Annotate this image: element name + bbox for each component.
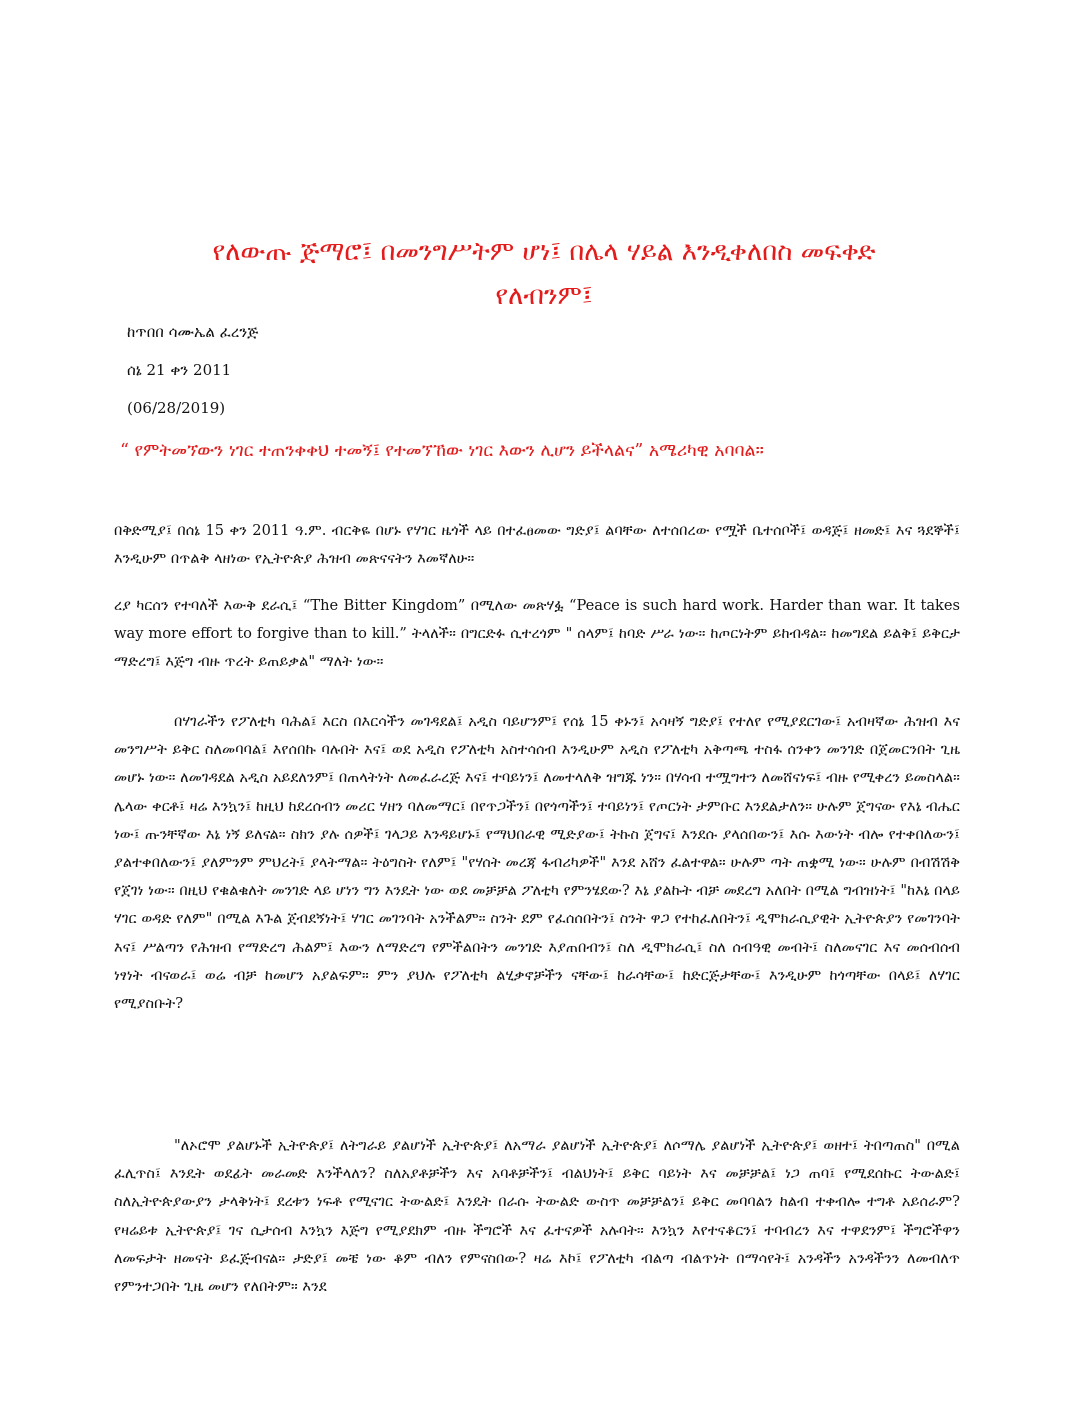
author-line: ከጥበበ ሳሙኤል ፈረንጅ (127, 323, 259, 341)
document-title-line-2: የለብንም፤ (495, 281, 593, 312)
date-gregorian: (06/28/2019) (127, 399, 226, 417)
document-title-line-1: የለውጡ ጅማሮ፤ በመንግሥትም ሆነ፤ በሌላ ሃይል እንዲቀለበስ መፍቀድ (212, 237, 876, 268)
paragraph-carson-quote: ረያ ካርሰን የተባለች እውቅ ደራሲ፤ “The Bitter Kingdom” በሚለው መጽሃፏ “Peace is such hard work. Harder than war. It takes way more effort to forgive than to kill.” ትላለች። በግርድፉ ሲተረጎም " ሰላም፤ ከባድ ሥራ ነው። ከጦርነትም ይከብዳል። ከመግደል ይልቅ፤ ይቅርታ ማድረግ፤ እጅግ ብዙ ጥረት ይጠይቃል" ማለት ነው። (114, 597, 960, 671)
paragraph-condolence: በቅድሚያ፤ በሰኔ 15 ቀን 2011 ዓ.ም. ብርቅዬ በሆኑ የሃገር ዜጎች ላይ በተፈፀመው ግድያ፤ ልባቸው ለተሰበረው የሟች ቤተሰቦች፤ ወዳጅ፤ ዘመድ፤ እና ጓደኞች፤ እንዲሁም በጥልቅ ላዘነው የኢትዮጵያ ሕዝብ መጽናናትን እመኛለሁ። (114, 522, 960, 568)
paragraph-political-culture: በሃገራችን የፖለቲካ ባሕል፤ እርስ በእርሳችን መገዳደል፤ አዲስ ባይሆንም፤ የሰኔ 15 ቀኑን፤ አሳዛኝ ግድያ፤ የተለየ የሚያደርገው፤ አብዛኛው ሕዝብ እና መንግሥት ይቅር ስለመባባል፤ እየሰበኩ ባሉበት እና፤ ወደ አዲስ የፖለቲካ አስተሳሰብ እንዲሁም አዲስ የፖለቲካ አቅጣጫ ተስፋ ሰንቀን መንገድ በጀመርንበት ጊዜ መሆኑ ነው። ለመገዳደል አዲስ አይደለንም፤ በጠላትነት ለመፈራረጅ እና፤ ተባይነን፤ ለመተላለቅ ዝግጁ ነን። በሃሳብ ተሟግተን ለመሸናነፍ፤ ብዙ የሚቀረን ይመስላል። ሌላው ቀርቶ፤ ዛሬ እንኳን፤ ከዚህ ከደረሰብን መሪር ሃዘን ባለመማር፤ በየጥጋችን፤ በየጎጣችን፤ ተባይነን፤ የጦርነት ታምቡር እንደልታለን። ሁሉም ጀግናው የእኔ ብሔር ነው፤ ጡንቸኛው እኔ ነኝ ይለናል። ስክን ያሉ ሰዎች፤ ገላጋይ እንዳይሆኑ፤ የማህበራዊ ሚድያው፤ ትኩስ ጀግና፤ እንደሱ ያላሰበውን፤ እሱ እውነት ብሎ የተቀበለውን፤ ያልተቀበለውን፤ ያለምንም ምህረት፤ ያላትማል። ትዕግስት የለም፤ "የሃሰት መረጃ ፋብሪካዎች" እንደ አሸን ፈልተዋል። ሁሉም ጣት ጠቋሚ ነው። ሁሉም በብሽሽቅ የጀገነ ነው። በዚህ የቁልቁለት መንገድ ላይ ሆነን ግን እንዴት ነው ወደ መቻቻል ፖለቲካ የምንሄደው? እኔ ያልኩት ብቻ መደረግ አለበት በሚል ግብዝነት፤ "ከእኔ በላይ ሃገር ወዳድ የለም" በሚል እጉል ጀብደኝነት፤ ሃገር መገንባት አንችልም። ስንት ደም የፈሰሰበትን፤ ስንት ዋጋ የተከፈለበትን፤ ዲሞክራሲያዊት ኢትዮጵያን የመገንባት እና፤ ሥልጣን የሕዝብ የማድረግ ሕልም፤ እውን ለማድረግ የምችልበትን መንገድ እያጠበብን፤ ስለ ዲሞክራሲ፤ ስለ ሰብዓዊ መብት፤ ስለመናገር እና መሰብሰብ ነፃነት ብናወራ፤ ወሬ ብቻ ከመሆን አያልፍም። ምን ያህሉ የፖለቲካ ልሂቃኖቻችን ናቸው፤ ከራሳቸው፤ ከድርጅታቸው፤ እንዲሁም ከጎጣቸው በላይ፤ ለሃገር የሚያስቡት? (114, 713, 960, 1013)
date-ethiopian: ሰኔ 21 ቀን 2011 (127, 361, 232, 379)
paragraph-ethiopia-unity: "ለኦሮሞ ያልሆኑች ኢትዮጵያ፤ ለትግራይ ያልሆነች ኢትዮጵያ፤ ለአማራ ያልሆነች ኢትዮጵያ፤ ለሶማሌ ያልሆነች ኢትዮጵያ፤ ወዘተ፤ ትበጣጠስ" በሚል ፈሊጥስ፤ እንዴት ወደፊት መራመድ እንችላለን? ስለአያቶቻችን እና አባቶቻችን፤ ብልህነት፤ ይቅር ባይነት እና መቻቻል፤ ነጋ ጠባ፤ የሚደሰኩር ትውልድ፤ ስለኢትዮጵያውያን ታላቅነት፤ ደረቱን ነፍቶ የሚናገር ትውልድ፤ እንዴት በራሱ ትውልድ ውስጥ መቻቻልን፤ ይቅር መባባልን ከልብ ተቀብሎ ተግቶ አይሰራም? የዛሬይቱ ኢትዮጵያ፤ ገና ሲታሰብ እንኳን እጅግ የሚያደክም ብዙ ችግሮች እና ፈተናዎች አሉባት። እንኳን እየተናቆርን፤ ተባብረን እና ተዋደንም፤ ችግሮችዋን ለመፍታት ዘመናት ይፈጅብናል። ታድያ፤ መቼ ነው ቆም ብለን የምናስበው? ዛሬ እኮ፤ የፖለቲካ ብልጣ ብልጥነት በማሳየት፤ አንዳችን አንዳችንን ለመብለጥ የምንተጋበት ጊዜ መሆን የለበትም። እንደ (114, 1137, 960, 1296)
epigraph-quote: “ የምትመኘውን ነገር ተጠንቀቀህ ተመኝ፤ የተመኘኸው ነገር እውን ሊሆን ይችላልና” አሜሪካዊ አባባል። (120, 441, 764, 461)
